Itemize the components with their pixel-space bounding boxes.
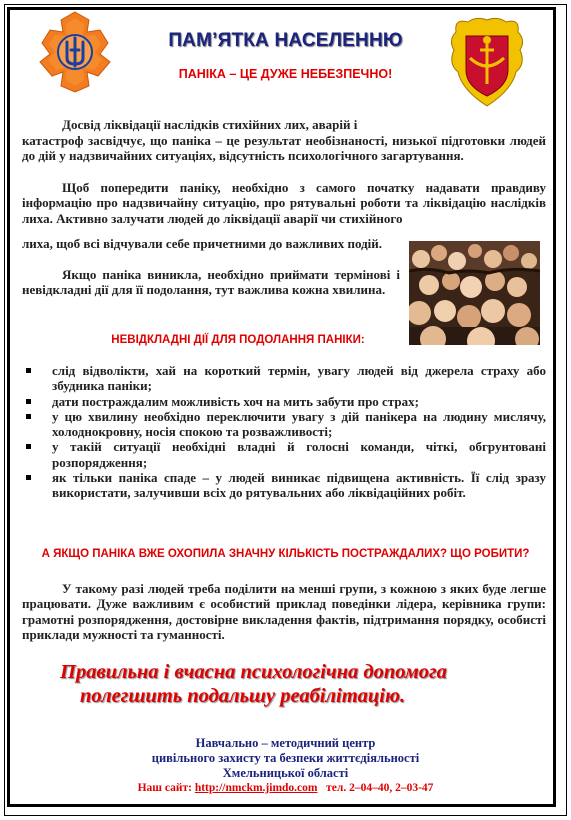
paragraph-2: Щоб попередити паніку, необхідно з самого початку надавати правдиву інформацію про надзвичайну ситуацію, про рятувальні роботи та ліквідацію наслідків лиха. Активно залучати людей до ліквідації аварії чи стихійного [22,180,546,226]
page-subtitle: ПАНІКА – ЦЕ ДУЖЕ НЕБЕЗПЕЧНО! [178,67,393,81]
list-item-text: у цю хвилину необхідно переключити увагу з дій панікера на людину мислячу, холоднокровну, носія спокою та розважливості; [52,408,546,440]
panicking-crowd-photo-icon [409,241,540,345]
list-item-text: як тільки паніка спаде – у людей виникає підвищена активність. Її слід зразу використати, залучивши всіх до рятувальних або ліквідаційних робіт. [52,470,546,501]
list-item [22,470,546,501]
page-title: ПАМ’ЯТКА НАСЕЛЕННЮ [168,30,403,51]
paragraph-2-tail: лиха, щоб всі відчували себе причетними до важливих подій. [22,236,383,251]
civil-protection-emblem-icon [34,10,116,94]
actions-list [22,363,546,501]
bullet-icon [26,399,31,404]
bullet-icon [26,475,31,480]
bullet-icon [26,444,31,449]
list-item [22,439,546,470]
question-heading: А ЯКЩО ПАНІКА ВЖЕ ОХОПИЛА ЗНАЧНУ КІЛЬКІСТЬ ПОСТРАЖДАЛИХ? ЩО РОБИТИ? [41,548,530,560]
regional-coat-of-arms-icon [446,14,528,110]
footer-org-line-1: Навчально – методичний центр [195,736,376,750]
list-item [22,363,546,394]
paragraph-1-body: катастроф засвідчує, що паніка – це результат необізнаності, низької підготовки людей до дій у надзвичайних ситуаціях, відсутність психологічного загартування. [22,133,546,164]
crowd-photo [409,241,540,345]
footer [0,736,571,796]
slogan [60,660,530,708]
site-link[interactable]: http://nmckm.jimdo.com [194,782,318,794]
paragraph-4: У такому разі людей треба поділити на менші групи, з кожною з яких буде легше працювати. Дуже важливим є особистий приклад поведінки лідера, керівника групи: грамотні розпорядження, достовірне викладення фактів, підтримання порядку, особисті приклади мужності та гуманності. [22,581,546,642]
list-item [22,409,546,440]
actions-heading: НЕВІДКЛАДНІ ДІЇ ДЛЯ ПОДОЛАННЯ ПАНІКИ: [111,334,365,346]
footer-contacts [0,781,571,796]
paragraph-1-first-line: Досвід ліквідації наслідків стихійних лих, аварій і [62,117,358,132]
list-item-text: у такій ситуації необхідні владні й голосні команди, чіткі, обгрунтовані розпорядження; [52,439,546,470]
paragraph-3: Якщо паніка виникла, необхідно приймати термінові і невідкладні дії для її подолання, тут важлива кожна хвилина. [22,267,400,298]
slogan-line-2: полегшить подальшу реабілітацію. [80,685,406,707]
slogan-line-1: Правильна і вчасна психологічна допомога [60,661,447,683]
site-label: Наш сайт: [137,782,192,794]
bullet-icon [26,414,31,419]
list-item-text: слід відволікти, хай на короткий термін, увагу людей від джерела страху або збудника паніки; [52,363,546,394]
phone-numbers: тел. 2–04–40, 2–03-47 [326,782,434,794]
footer-org-line-2: цивільного захисту та безпеки життєдіяльності [151,751,420,765]
list-item [22,394,546,409]
bullet-icon [26,368,31,373]
list-item-text: дати постраждалим можливість хоч на мить забути про страх; [52,393,419,409]
footer-org-line-3: Хмельницької області [222,766,349,780]
